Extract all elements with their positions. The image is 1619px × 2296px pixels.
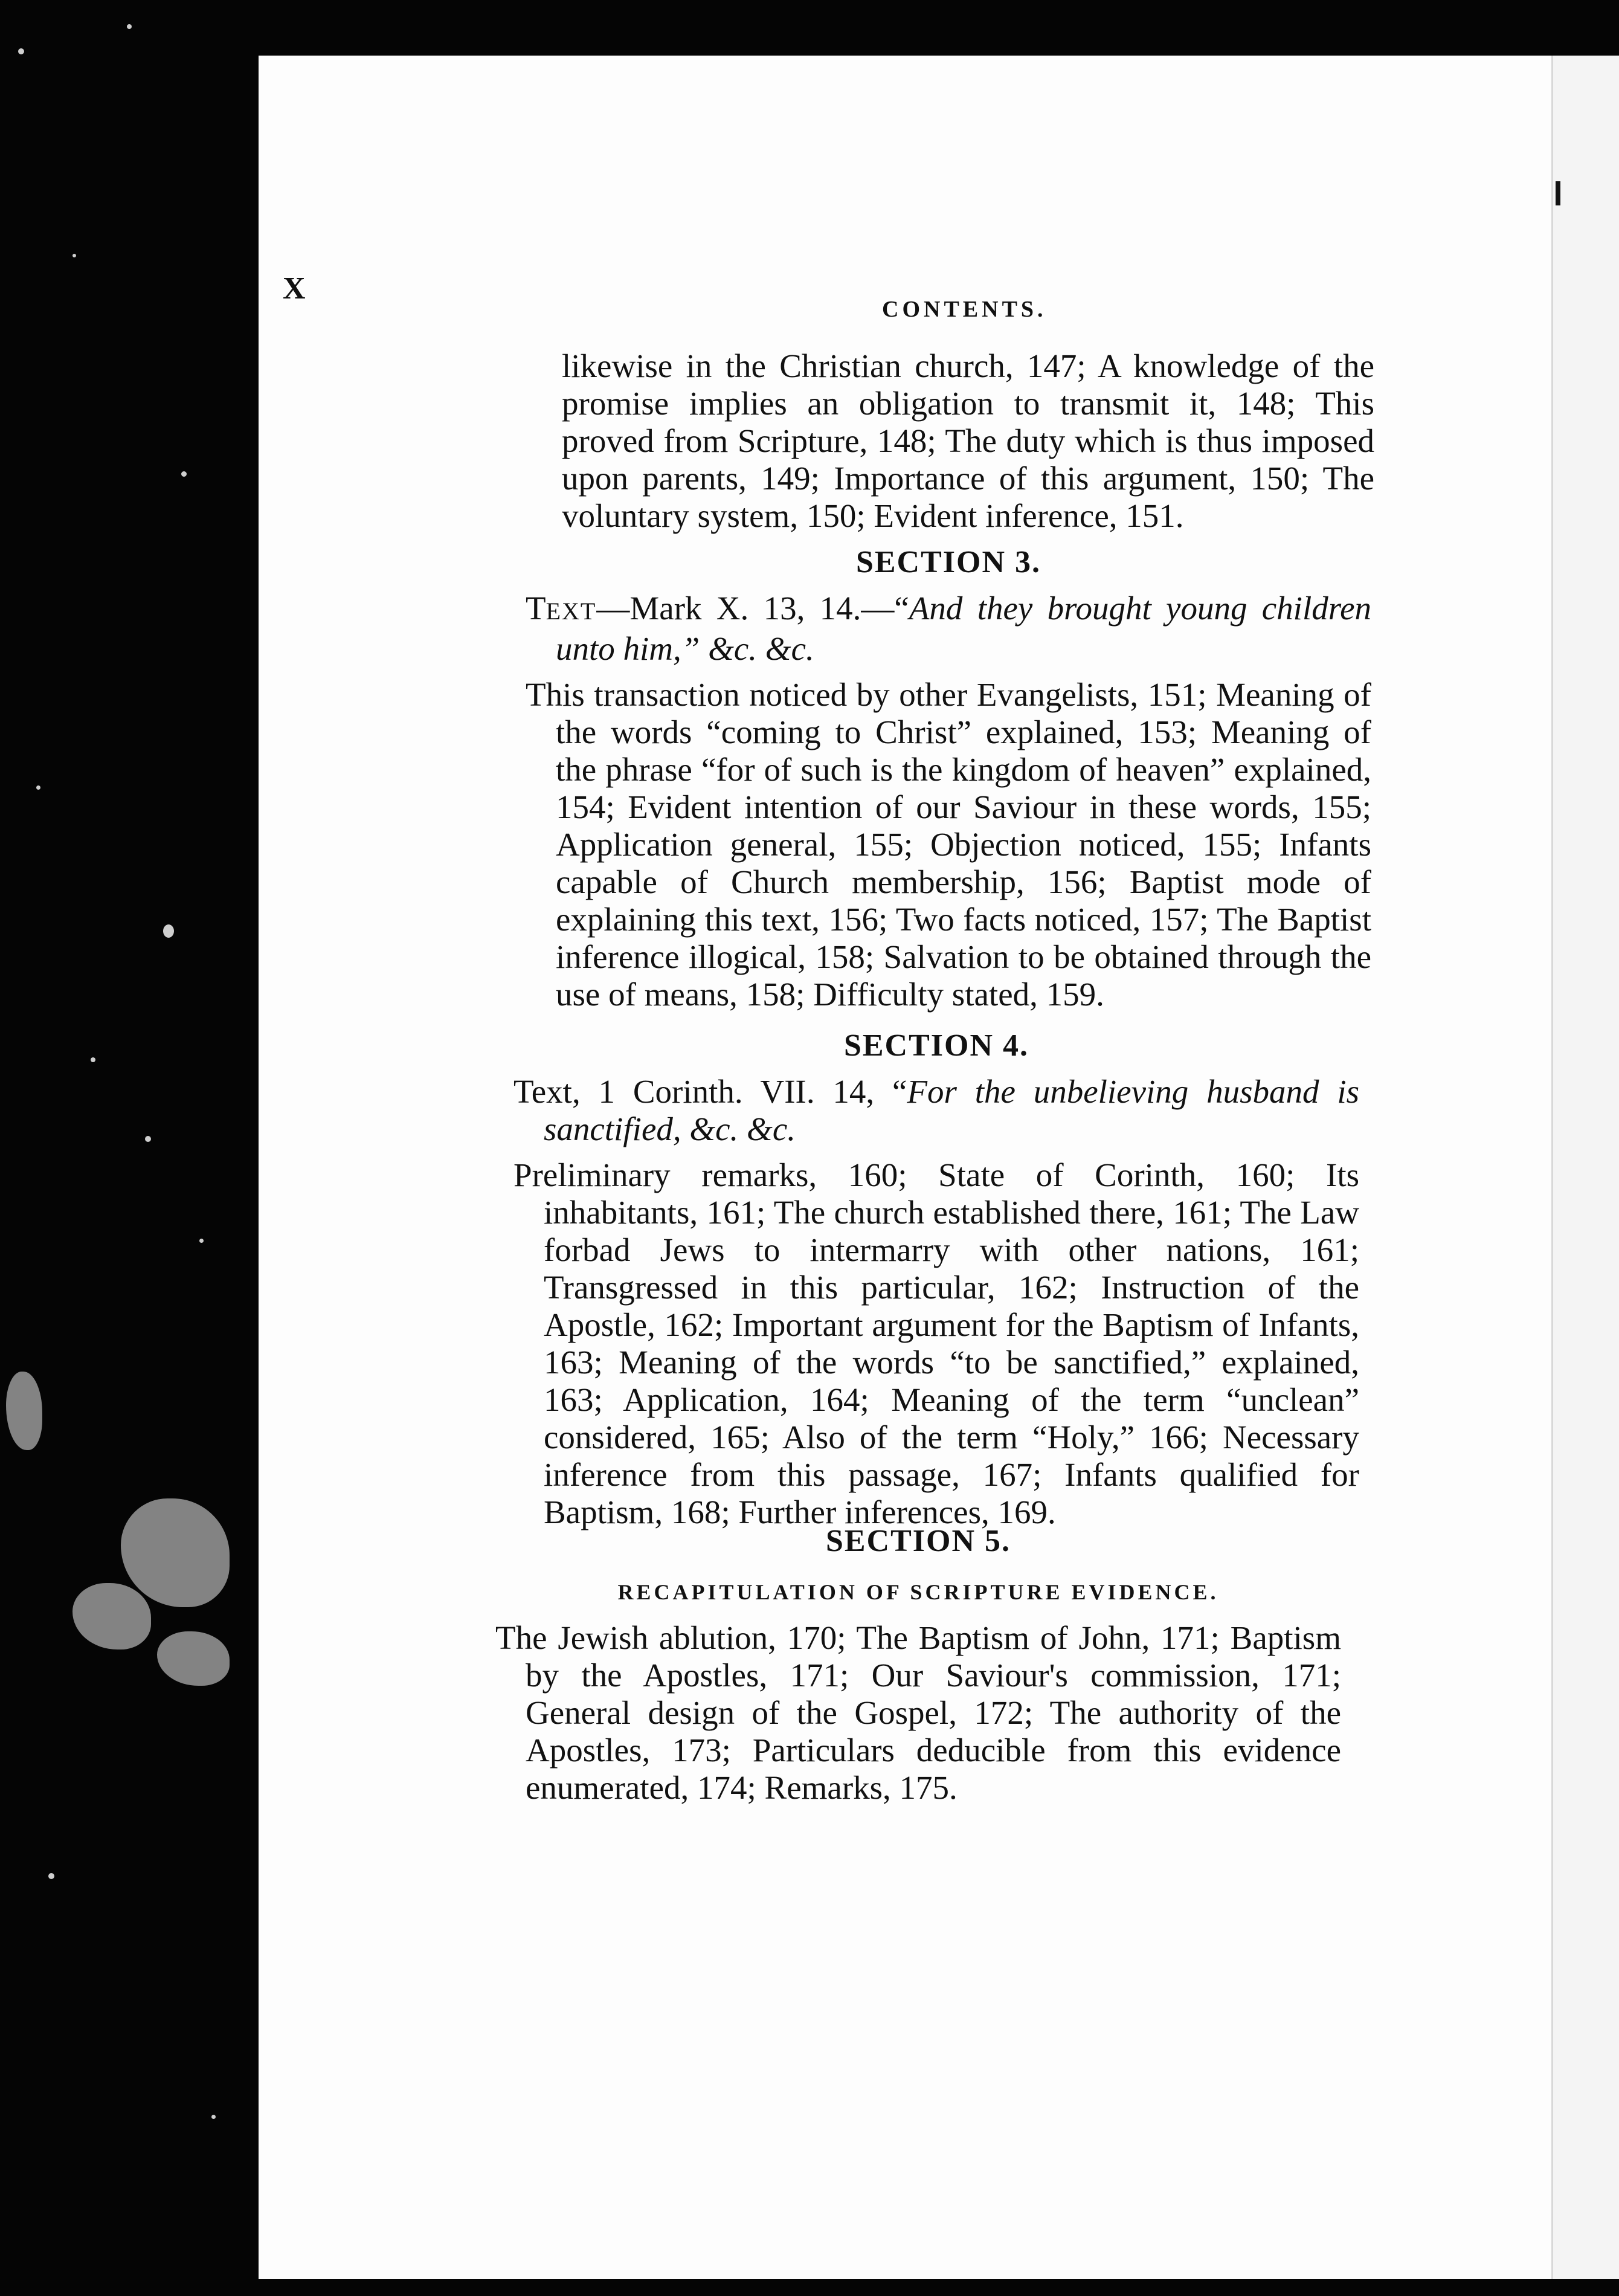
section-heading: SECTION 5.: [825, 1524, 1011, 1558]
section-subheading: RECAPITULATION OF SCRIPTURE EVIDENCE.: [617, 1580, 1219, 1604]
section-summary: Preliminary remarks, 160; State of Corinth, 160; Its inhabitants, 161; The church established there, 161; The Law forbad Jews to intermarry with other nations, 161; Transgressed in this particular, 162; Instruction of the Apostle, 162; Important argument for the Baptism of Infants, 163; Meaning of the words “to be sanctified,” explained, 163; Application, 164; Meaning of the term “unclean” considered, 165; Also of the term “Holy,” 166; Necessary inference from this passage, 167; Infants qualified for Baptism, 168; Further inferences, 169.: [513, 1156, 1359, 1530]
text-label-rest: EXT: [546, 598, 597, 625]
section-text-reference: [513, 1073, 1359, 1148]
running-title: CONTENTS.: [882, 297, 1047, 322]
scan-speck: [91, 1057, 95, 1062]
section-heading: SECTION 3.: [855, 545, 1041, 579]
scan-blot: [6, 1372, 42, 1450]
section-heading: SECTION 4.: [843, 1028, 1029, 1063]
scan-blot: [157, 1631, 230, 1686]
scan-speck: [36, 785, 40, 790]
scan-speck: [181, 471, 187, 477]
scan-speck: [72, 254, 76, 257]
section-summary: This transaction noticed by other Evangelists, 151; Meaning of the words “coming to Christ” explained, 153; Meaning of the phrase “for of such is the kingdom of heaven” explained, 154; Evident intention of our Saviour in these words, 155; Application general, 155; Objection noticed, 155; Infants capable of Church membership, 156; Baptist mode of explaining this text, 156; Two facts noticed, 157; The Baptist inference illogical, 158; Salvation to be obtained through the use of means, 158; Difficulty stated, 159.: [526, 676, 1371, 1013]
adjacent-page-edge: [1551, 56, 1619, 2279]
continuation-text: likewise in the Christian church, 147; A knowledge of the promise implies an obligation to transmit it, 148; This proved from Scripture, 148; The duty which is thus imposed upon parents, 149; Importance of this argument, 150; The voluntary system, 150; Evident inference, 151.: [562, 347, 1374, 534]
continuation-block: [562, 347, 1374, 535]
section-4: [513, 1027, 1359, 1531]
section-text-reference: [526, 590, 1371, 668]
scan-speck: [18, 48, 24, 54]
page-number: X: [283, 271, 306, 306]
scan-blot: [121, 1498, 230, 1607]
scripture-reference: Text, 1 Corinth. VII. 14, “: [513, 1073, 907, 1110]
scan-blot: [72, 1583, 151, 1649]
scan-speck: [145, 1136, 151, 1142]
scripture-quote: And they brought young children unto him,” &c. &c.: [556, 590, 1371, 667]
scan-speck: [163, 924, 174, 938]
section-summary: The Jewish ablution, 170; The Baptism of John, 171; Baptism by the Apostles, 171; Our Saviour's commission, 171; General design of the Gospel, 172; The authority of the Apostles, 173; Particulars deducible from this evidence enumerated, 174; Remarks, 175.: [495, 1619, 1341, 1806]
scan-speck: [211, 2115, 216, 2119]
section-5: [495, 1523, 1341, 1807]
section-3: [526, 544, 1371, 1013]
margin-mark: [1556, 181, 1560, 205]
scripture-quote: For the unbelieving husband is sanctified, &c. &c.: [544, 1073, 1360, 1147]
text-label-initial: T: [526, 590, 546, 627]
scan-speck: [48, 1873, 54, 1879]
scan-speck: [199, 1239, 204, 1243]
scan-speck: [127, 24, 132, 29]
scripture-reference: —Mark X. 13, 14.—“: [596, 590, 909, 627]
